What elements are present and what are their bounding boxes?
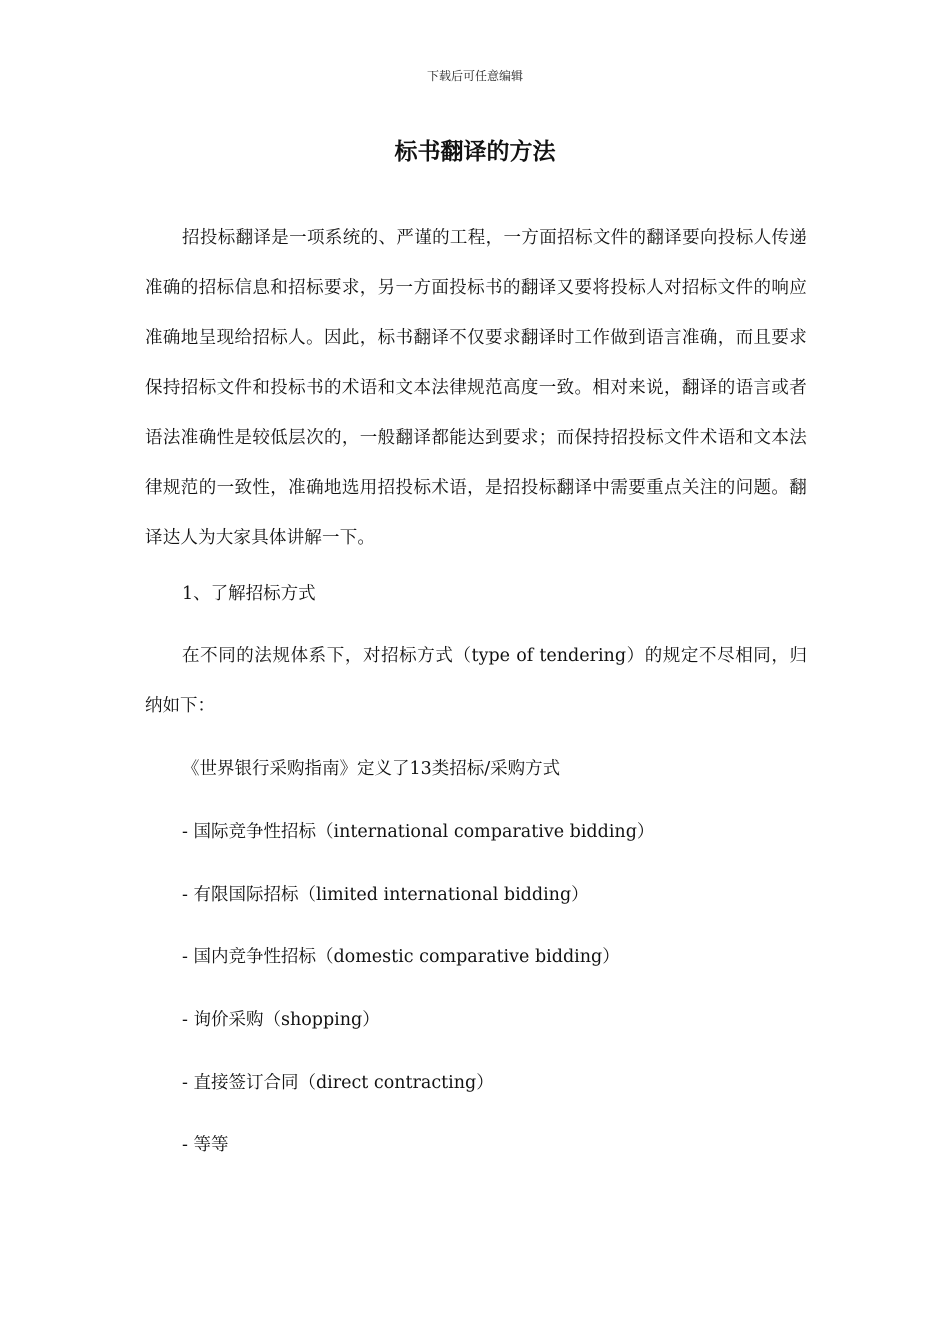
document-title: 标书翻译的方法 <box>394 138 556 165</box>
list-item: - 国内竞争性招标（domestic comparative bidding） <box>182 947 620 967</box>
section-paragraph: 在不同的法规体系下，对招标方式（type of tendering）的规定不尽相同，归纳如下： <box>145 646 807 716</box>
worldbank-line: 《世界银行采购指南》定义了13类招标/采购方式 <box>182 759 561 779</box>
list-item: - 国际竞争性招标（international comparative bidding） <box>182 822 655 842</box>
list-item: - 直接签订合同（direct contracting） <box>182 1073 494 1093</box>
section-heading: 1、了解招标方式 <box>182 584 316 604</box>
header-note: 下载后可任意编辑 <box>426 69 523 83</box>
list-item: - 等等 <box>182 1135 229 1155</box>
intro-paragraph: 招投标翻译是一项系统的、严谨的工程，一方面招标文件的翻译要向投标人传递准确的招标信息和招标要求，另一方面投标书的翻译又要将投标人对招标文件的响应准确地呈现给招标人。因此，标书翻译不仅要求翻译时工作做到语言准确，而且要求保持招标文件和投标书的术语和文本法律规范高度一致。相对来说，翻译的语言或者语法准确性是较低层次的，一般翻译都能达到要求；而保持招投标文件术语和文本法律规范的一致性，准确地选用招投标术语，是招投标翻译中需要重点关注的问题。翻译达人为大家具体讲解一下。 <box>145 228 807 548</box>
list-item: - 询价采购（shopping） <box>182 1010 380 1030</box>
list-item: - 有限国际招标（limited international bidding） <box>182 885 589 905</box>
